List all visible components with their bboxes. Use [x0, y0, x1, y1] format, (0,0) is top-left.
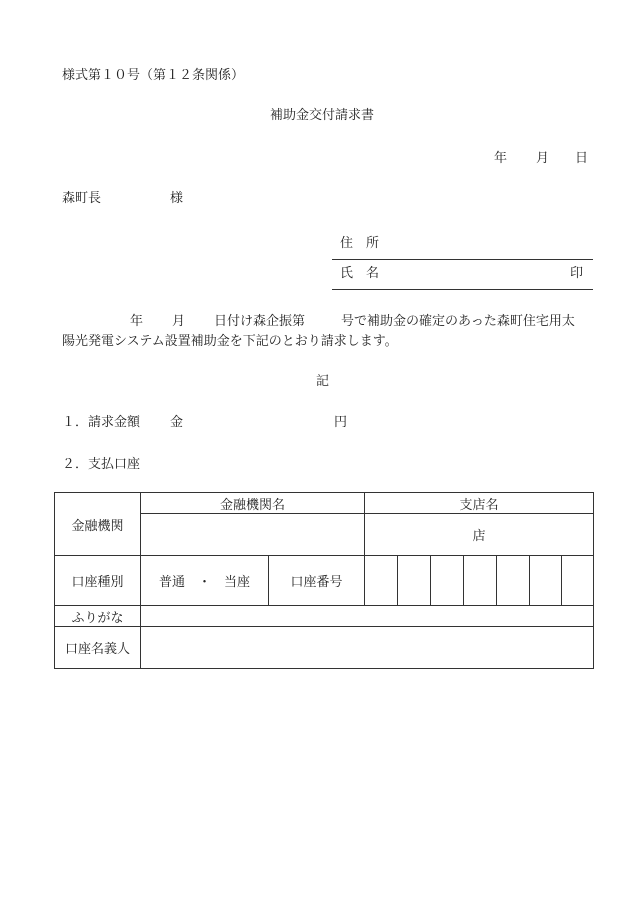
account-digit-cell[interactable]: [464, 556, 497, 606]
name-line: [332, 289, 593, 290]
bank-account-table: [54, 492, 594, 669]
account-digit-cell[interactable]: [431, 556, 464, 606]
body-year: 年: [130, 314, 144, 329]
account-digit-cell[interactable]: [530, 556, 562, 606]
date-month: 月: [536, 151, 550, 166]
address-label: 住 所: [340, 236, 380, 251]
form-number: 様式第１０号（第１２条関係）: [62, 68, 245, 83]
addressee-honorific: 様: [170, 191, 184, 206]
item1-yen: 円: [334, 415, 348, 430]
document-title: 補助金交付請求書: [270, 108, 375, 123]
address-line: [332, 259, 593, 260]
item2-label: ２．支払口座: [62, 457, 141, 472]
body-text-1: 日付け森企振第: [214, 314, 306, 329]
account-holder-field[interactable]: [141, 627, 594, 669]
account-type-value[interactable]: 普通 ・ 当座: [141, 556, 269, 606]
name-label: 氏 名: [340, 266, 380, 281]
account-holder-label: 口座名義人: [55, 627, 141, 669]
body-text-2: 号で補助金の確定のあった森町住宅用太: [341, 314, 575, 329]
account-digit-cell[interactable]: [398, 556, 431, 606]
addressee-name: 森町長: [62, 191, 102, 206]
branch-field[interactable]: [365, 514, 594, 556]
branch-header: 支店名: [365, 493, 594, 514]
bank-name-field[interactable]: [141, 514, 365, 556]
date-day: 日: [575, 151, 589, 166]
item1-label: １．請求金額: [62, 415, 141, 430]
account-digit-cell[interactable]: [562, 556, 594, 606]
bank-name-header: 金融機関名: [141, 493, 365, 514]
account-digit-cell[interactable]: [497, 556, 530, 606]
seal-mark: 印: [570, 266, 584, 281]
body-line-2: 陽光発電システム設置補助金を下記のとおり請求します。: [62, 334, 398, 349]
date-year: 年: [494, 151, 508, 166]
item1-kin: 金: [170, 415, 184, 430]
account-digit-cell[interactable]: [365, 556, 398, 606]
ki-label: 記: [316, 374, 330, 389]
furigana-label: ふりがな: [55, 606, 141, 627]
body-month: 月: [172, 314, 186, 329]
branch-suffix: 店: [472, 529, 486, 544]
account-type-label: 口座種別: [55, 556, 141, 606]
furigana-field[interactable]: [141, 606, 594, 627]
bank-label: 金融機関: [55, 493, 141, 556]
account-number-label: 口座番号: [269, 556, 365, 606]
